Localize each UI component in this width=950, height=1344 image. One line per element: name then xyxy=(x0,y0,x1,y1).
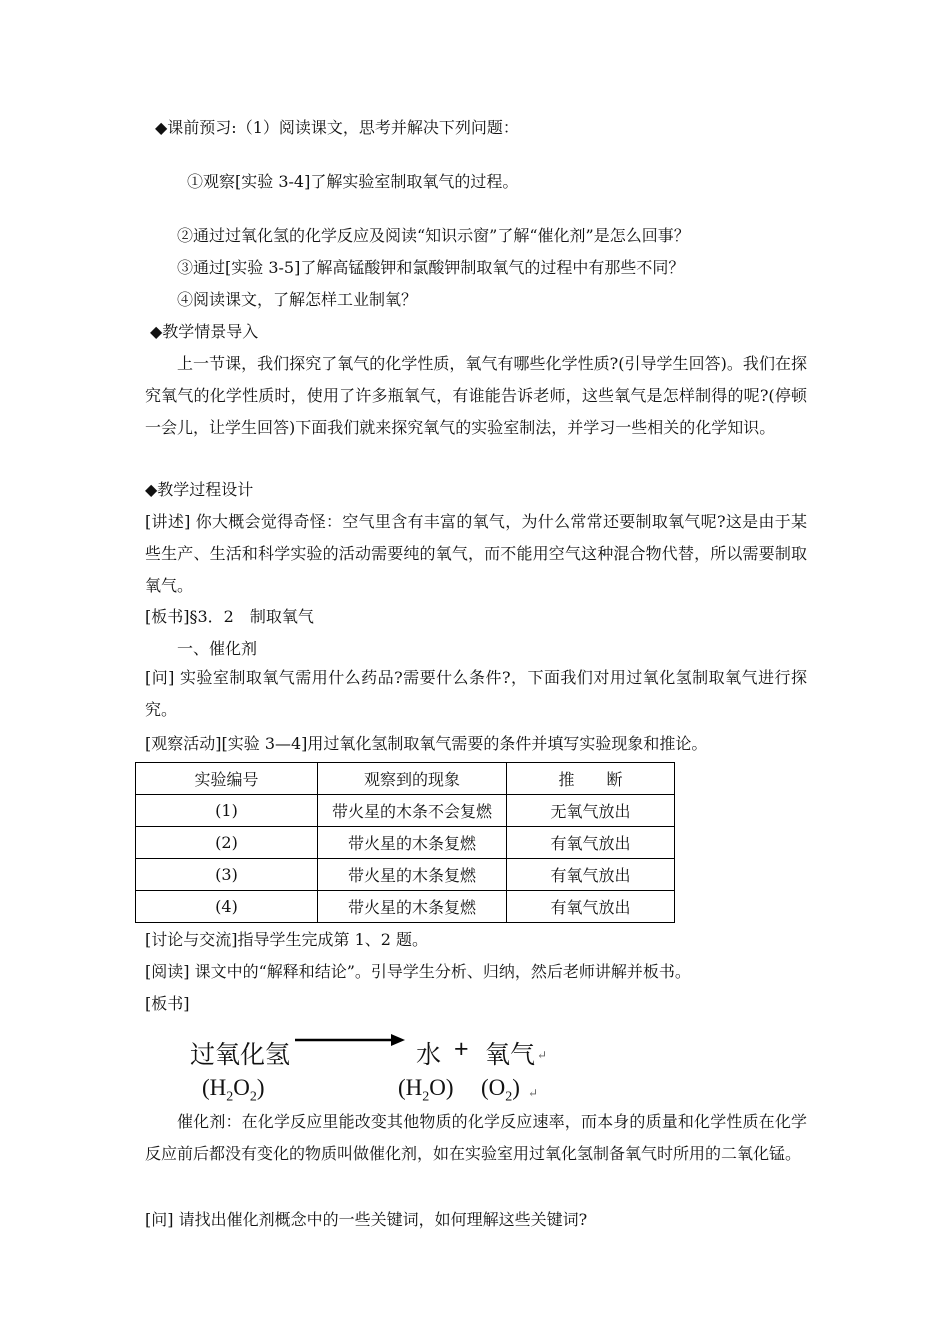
table-cell: 有氧气放出 xyxy=(507,827,675,859)
equation-product-water: 水 xyxy=(416,1041,442,1069)
board-label: [板书] xyxy=(145,994,190,1013)
table-cell: 无氧气放出 xyxy=(507,795,675,827)
table-row xyxy=(136,859,675,891)
preview-question-2: ②通过过氧化氢的化学反应及阅读“知识示窗”了解“催化剂”是怎么回事？ xyxy=(177,226,690,245)
discussion-line: [讨论与交流]指导学生完成第 1、2 题。 xyxy=(145,930,429,949)
preview-heading: ◆课前预习:（1）阅读课文，思考并解决下列问题： xyxy=(155,118,519,137)
equation-product-oxygen: 氧气 xyxy=(485,1041,536,1069)
activity-line: [观察活动][实验 3—4]用过氧化氢制取氧气需要的条件并填写实验现象和推论。 xyxy=(145,734,708,753)
table-cell: (4) xyxy=(136,891,318,923)
formula-o2: $(O_2)$ xyxy=(481,1075,520,1105)
narration-paragraph: [讲述] 你大概会觉得奇怪：空气里含有丰富的氧气，为什么常常还要制取氧气呢?这是由于某些生产、生活和科学实验的活动需要纯的氧气，而不能用空气这种混合物代替，所以需要制取氧气。 xyxy=(145,512,807,595)
table-cell: 带火星的木条复燃 xyxy=(318,827,507,859)
table-row xyxy=(136,891,675,923)
table-cell: (1) xyxy=(136,795,318,827)
table-cell: 带火星的木条复燃 xyxy=(318,859,507,891)
formula-h2o2: $(H_2O_2)$ xyxy=(202,1075,265,1105)
catalyst-definition: 催化剂：在化学反应里能改变其他物质的化学反应速率，而本身的质量和化学性质在化学反应前后都没有变化的物质叫做催化剂，如在实验室用过氧化氢制备氧气时所用的二氧化锰。 xyxy=(145,1112,807,1163)
table-row xyxy=(136,795,675,827)
table-cell: (2) xyxy=(136,827,318,859)
paragraph-mark-icon: ↵ xyxy=(537,1048,548,1062)
process-heading: ◆教学过程设计 xyxy=(145,480,254,499)
reaction-arrow-icon xyxy=(295,1032,407,1048)
section-catalyst-heading: 一、催化剂 xyxy=(177,639,258,658)
table-header-cell: 实验编号 xyxy=(136,763,318,795)
intro-heading: ◆教学情景导入 xyxy=(150,322,259,341)
table-cell: 有氧气放出 xyxy=(507,891,675,923)
board-title: [板书]§3．2 制取氧气 xyxy=(145,607,314,626)
table-cell: 带火星的木条不会复燃 xyxy=(318,795,507,827)
question-1-paragraph: [问] 实验室制取氧气需用什么药品?需要什么条件?，下面我们对用过氧化氢制取氧气进行探究。 xyxy=(145,668,807,719)
table-header-cell: 观察到的现象 xyxy=(318,763,507,795)
preview-question-1: ①观察[实验 3-4]了解实验室制取氧气的过程。 xyxy=(187,172,519,191)
preview-question-3: ③通过[实验 3-5]了解高锰酸钾和氯酸钾制取氧气的过程中有那些不同？ xyxy=(177,258,685,277)
intro-paragraph: 上一节课，我们探究了氧气的化学性质，氧气有哪些化学性质?(引导学生回答)。我们在探究氧气的化学性质时，使用了许多瓶氧气，有谁能告诉老师，这些氧气是怎样制得的呢?(停顿一会儿，让学生回答)下面我们就来探究氧气的实验室制法，并学习一些相关的化学知识。 xyxy=(145,354,807,437)
table-cell: 有氧气放出 xyxy=(507,859,675,891)
equation-reactant: 过氧化氢 xyxy=(190,1041,291,1069)
equation-plus: + xyxy=(454,1035,469,1063)
reading-line: [阅读] 课文中的“解释和结论”。引导学生分析、归纳，然后老师讲解并板书。 xyxy=(145,962,691,981)
table-header-cell: 推 断 xyxy=(507,763,675,795)
table-row xyxy=(136,827,675,859)
preview-question-4: ④阅读课文，了解怎样工业制氧？ xyxy=(177,290,418,309)
paragraph-mark-icon: ↵ xyxy=(528,1086,539,1100)
table-cell: (3) xyxy=(136,859,318,891)
experiment-table xyxy=(135,762,675,923)
table-header-row xyxy=(136,763,675,795)
formula-h2o: $(H_2O)$ xyxy=(398,1075,454,1105)
table-cell: 带火星的木条复燃 xyxy=(318,891,507,923)
question-2-line: [问] 请找出催化剂概念中的一些关键词，如何理解这些关键词? xyxy=(145,1210,588,1229)
